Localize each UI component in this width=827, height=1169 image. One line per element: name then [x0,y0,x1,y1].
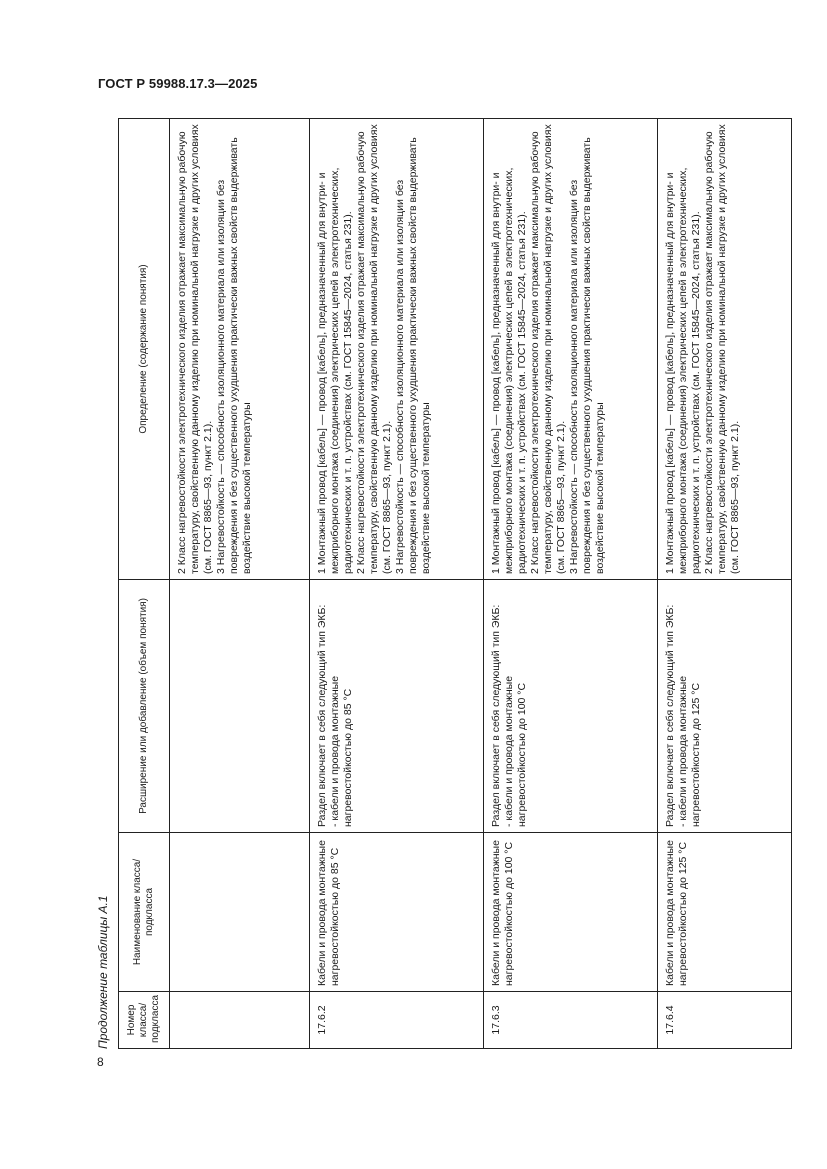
table-container [96,118,758,1049]
col-header-number: Номер класса/ подкласса [119,992,170,1049]
cell-number: 17.6.3 [484,992,658,1049]
cell-number: 17.6.2 [310,992,484,1049]
table-row [484,119,658,1049]
cell-name: Кабели и провода монтажные нагревостойкостью до 100 °С [484,833,658,992]
definition-text: 1 Монтажный провод [кабель] — провод [кабель], предназначенный для внутри- и межприборного монтажа (соединения) электрических цепей в электротехнических, радиотехнических и т. п. устройствах (см. ГОСТ 15845—2024, статья 231). 2 Класс нагревостойкости электротехнического изделия отражает максимальную рабочую температуру, свойственную данному изделию при номинальной нагрузке и других условиях (см. ГОСТ 8865—93, пункт 2.1). [664,124,741,574]
table-header-row [119,119,170,1049]
cell-extension [310,580,484,833]
cell-extension [484,580,658,833]
extension-text: Раздел включает в себя следующий тип ЭКБ: - кабели и провода монтажные нагревостойкостью до 125 °С [664,604,702,827]
classification-table [118,118,792,1049]
col-header-name: Наименование класса/ подкласса [119,833,170,992]
cell-definition [170,119,310,580]
cell-definition [310,119,484,580]
cell-name [170,833,310,992]
cell-number [170,992,310,1049]
cell-extension [170,580,310,833]
definition-text: 1 Монтажный провод [кабель] — провод [кабель], предназначенный для внутри- и межприборного монтажа (соединения) электрических цепей в электротехнических, радиотехнических и т. п. устройствах (см. ГОСТ 15845—2024, статья 231). 2 Класс нагревостойкости электротехнического изделия отражает максимальную рабочую температуру, свойственную данному изделию при номинальной нагрузке и других условиях (см. ГОСТ 8865—93, пункт 2.1). 3 Нагревостойкость — способность изоляционного материала или изоляции без повреждения и без существенного ухудшения практически важных свойств выдерживать воздействие высокой температуры [316,124,432,574]
page-number: 8 [97,1055,104,1069]
cell-name: Кабели и провода монтажные нагревостойкостью до 125 °С [658,833,792,992]
cell-definition [658,119,792,580]
definition-text: 2 Класс нагревостойкости электротехнического изделия отражает максимальную рабочую температуру, свойственную данному изделию при номинальной нагрузке и других условиях (см. ГОСТ 8865—93, пункт 2.1). 3 Нагревостойкость — способность изоляционного материала или изоляции без повреждения и без существенного ухудшения практически важных свойств выдерживать воздействие высокой температуры [176,124,253,574]
table-caption: Продолжение таблицы А.1 [96,895,110,1049]
cell-name: Кабели и провода монтажные нагревостойкостью до 85 °С [310,833,484,992]
definition-text: 1 Монтажный провод [кабель] — провод [кабель], предназначенный для внутри- и межприборного монтажа (соединения) электрических цепей в электротехнических, радиотехнических и т. п. устройствах (см. ГОСТ 15845—2024, статья 231). 2 Класс нагревостойкости электротехнического изделия отражает максимальную рабочую температуру, свойственную данному изделию при номинальной нагрузке и других условиях (см. ГОСТ 8865—93, пункт 2.1). 3 Нагревостойкость — способность изоляционного материала или изоляции без повреждения и без существенного ухудшения практически важных свойств выдерживать воздействие высокой температуры [490,124,606,574]
rotated-table-area [96,118,758,1049]
table-row [170,119,310,1049]
extension-text: Раздел включает в себя следующий тип ЭКБ: - кабели и провода монтажные нагревостойкостью до 100 °С [490,604,528,827]
extension-text: Раздел включает в себя следующий тип ЭКБ: - кабели и провода монтажные нагревостойкостью до 85 °С [316,604,354,827]
cell-number: 17.6.4 [658,992,792,1049]
col-header-definition: Определение (содержание понятия) [119,119,170,580]
col-header-extension: Расширение или добавление (объем понятия) [119,580,170,833]
standard-header: ГОСТ Р 59988.17.3—2025 [98,76,258,91]
cell-definition [484,119,658,580]
table-row [310,119,484,1049]
cell-extension [658,580,792,833]
table-row [658,119,792,1049]
